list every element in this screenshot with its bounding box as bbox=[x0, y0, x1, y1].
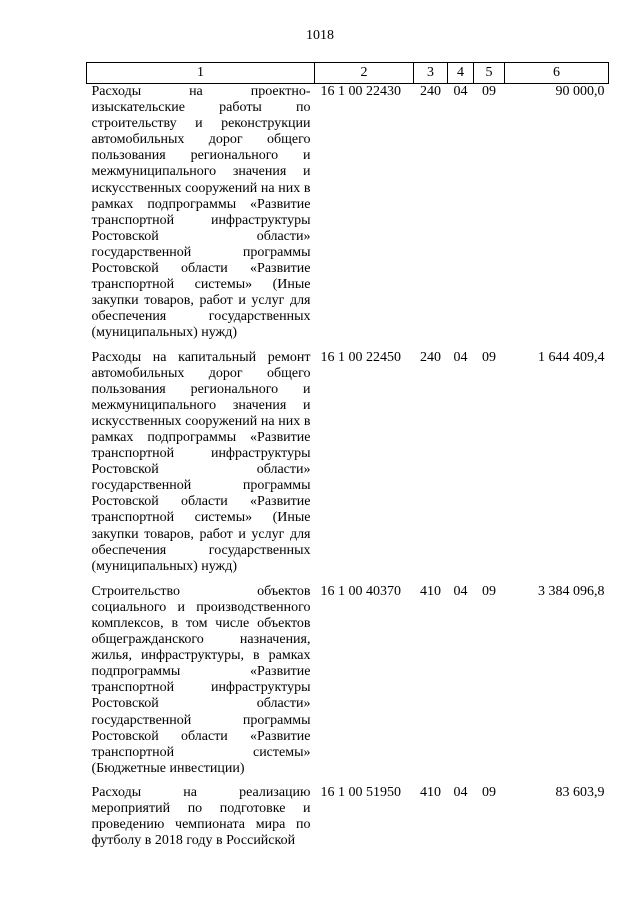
table-row bbox=[87, 584, 609, 785]
expense-type-code: 240 bbox=[420, 84, 441, 99]
target-code: 16 1 00 22450 bbox=[320, 349, 401, 365]
amount: 1 644 409,4 bbox=[538, 349, 605, 365]
amount: 83 603,9 bbox=[555, 784, 605, 800]
expense-type-code: 410 bbox=[420, 583, 441, 599]
expense-description: Расходы на капитальный ремонт автомобильных дорог общего пользования регионального и межмуниципального значения и искусственных сооружений на них в рамках подпрограммы «Развитие транспортной инфраструктуры Ростовской области» государственной программы Ростовской области «Развитие транспортной системы» (Иные закупки товаров, работ и услуг для обеспечения государственных (муниципальных) нужд) bbox=[91, 349, 311, 574]
table-row bbox=[87, 785, 609, 857]
subsection-code: 09 bbox=[482, 784, 496, 800]
expense-description: Строительство объектов социального и производственного комплексов, в том числе объектов общегражданского назначения, жилья, инфраструктуры, в рамках подпрограммы «Развитие транспортной инфраструктуры Ростовской области» государственной программы Ростовской области «Развитие транспортной системы» (Бюджетные инвестиции) bbox=[91, 583, 311, 776]
expense-type-code: 240 bbox=[420, 349, 441, 365]
expense-type-code: 410 bbox=[420, 784, 441, 800]
target-code: 16 1 00 22430 bbox=[320, 84, 401, 99]
budget-table bbox=[86, 62, 609, 857]
subsection-code: 09 bbox=[482, 84, 496, 99]
column-header-6: 6 bbox=[505, 63, 609, 84]
header-row bbox=[87, 63, 609, 84]
table-row bbox=[87, 84, 609, 350]
column-header-5: 5 bbox=[474, 63, 505, 84]
expense-description: Расходы на реализацию мероприятий по подготовке и проведению чемпионата мира по футболу в 2018 году в Российской bbox=[91, 784, 311, 849]
column-header-4: 4 bbox=[448, 63, 474, 84]
column-header-1: 1 bbox=[87, 63, 315, 84]
section-code: 04 bbox=[453, 784, 468, 800]
section-code: 04 bbox=[453, 349, 468, 365]
page-number: 1018 bbox=[306, 28, 334, 43]
amount: 3 384 096,8 bbox=[538, 583, 605, 599]
subsection-code: 09 bbox=[482, 349, 496, 365]
section-code: 04 bbox=[453, 84, 468, 99]
column-header-2: 2 bbox=[315, 63, 414, 84]
subsection-code: 09 bbox=[482, 583, 496, 599]
section-code: 04 bbox=[453, 583, 468, 599]
expense-description: Расходы на проектно-изыскательские работы по строительству и реконструкции автомобильных дорог общего пользования регионального и межмуниципального значения и искусственных сооружений на них в рамках подпрограммы «Развитие транспортной инфраструктуры Ростовской области» государственной программы Ростовской области «Развитие транспортной системы» (Иные закупки товаров, работ и услуг для обеспечения государственных (муниципальных) нужд) bbox=[91, 84, 311, 341]
column-header-3: 3 bbox=[414, 63, 448, 84]
target-code: 16 1 00 51950 bbox=[320, 784, 401, 800]
table-row bbox=[87, 350, 609, 584]
target-code: 16 1 00 40370 bbox=[320, 583, 401, 599]
amount: 90 000,0 bbox=[555, 84, 605, 99]
